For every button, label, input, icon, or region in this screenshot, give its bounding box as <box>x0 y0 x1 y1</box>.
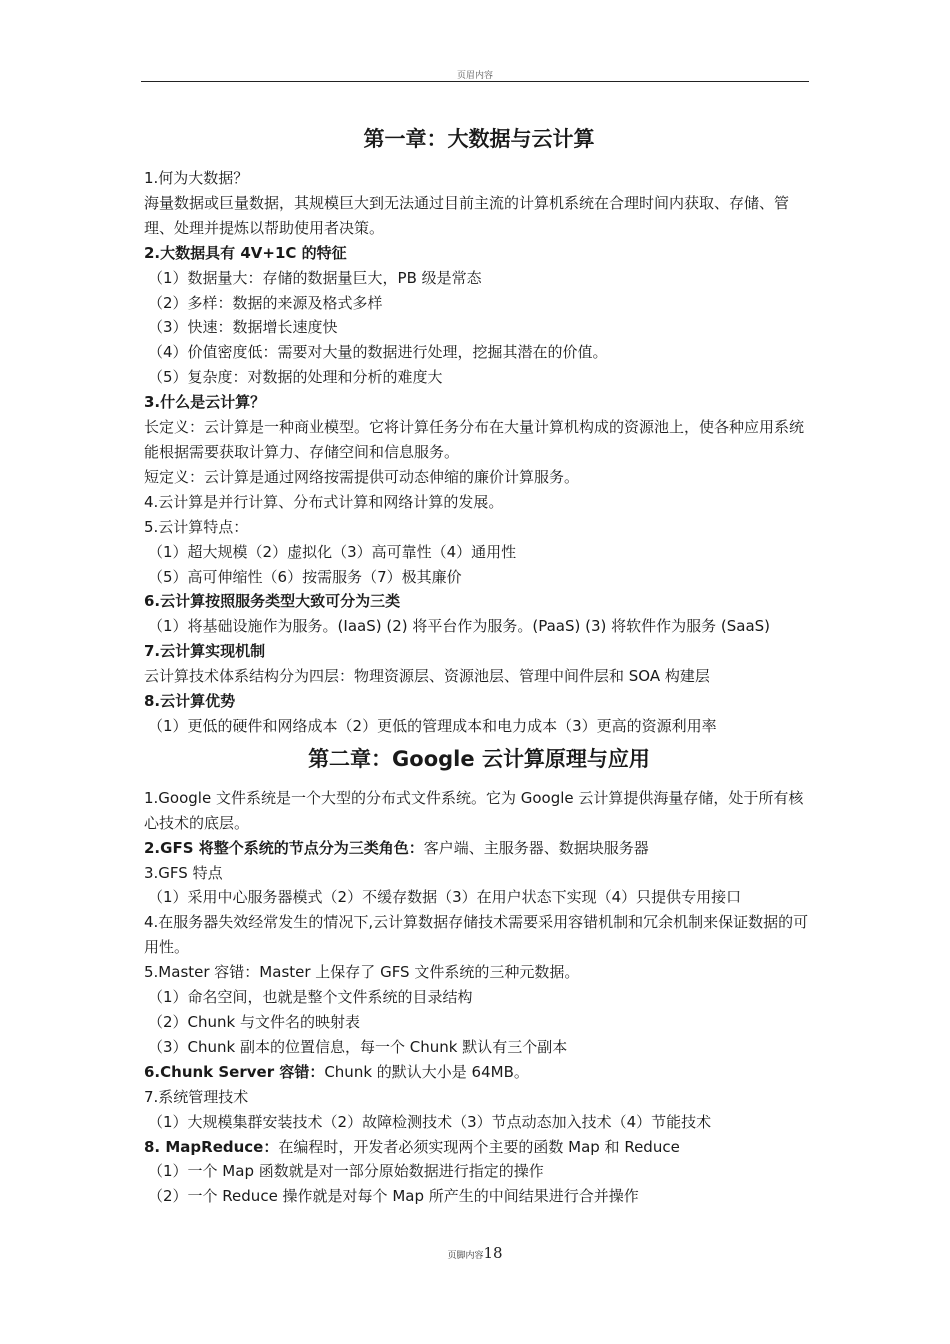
ch1-traits-row-2: （5）高可伸缩性（6）按需服务（7）极其廉价 <box>148 567 462 586</box>
ch2-reduce-function: （2）一个 Reduce 操作就是对每个 Map 所产生的中间结果进行合并操作 <box>148 1187 639 1206</box>
page-header: 页眉内容 <box>456 71 493 81</box>
ch2-q5: 5.Master 容错：Master 上保存了 GFS 文件系统的三种元数据。 <box>144 963 580 982</box>
ch1-q5: 5.云计算特点： <box>144 517 249 536</box>
ch1-feature-variety: （2）多样：数据的来源及格式多样 <box>148 293 383 312</box>
ch1-feature-complexity: （5）复杂度：对数据的处理和分析的难度大 <box>148 368 443 387</box>
ch2-map-function: （1）一个 Map 函数就是对一部分原始数据进行指定的操作 <box>148 1162 544 1181</box>
page-footer <box>0 1243 950 1262</box>
ch2-gfs-traits: （1）采用中心服务器模式（2）不缓存数据（3）在用户状态下实现（4）只提供专用接口 <box>148 888 742 907</box>
ch2-gfs-intro: 1.Google 文件系统是一个大型的分布式文件系统。它为 Google 云计算提供海量存储，处于所有核心技术的底层。 <box>144 788 804 832</box>
chapter-2-title: 第二章：Google 云计算原理与应用 <box>308 746 650 771</box>
header-rule <box>141 81 809 82</box>
ch1-service-types: （1）将基础设施作为服务。(IaaS) (2) 将平台作为服务。(PaaS) (3) 将软件作为服务 (SaaS) <box>148 617 771 636</box>
ch2-q2-heading: 2.GFS 将整个系统的节点分为三类角色： <box>144 838 424 857</box>
ch2-q8-answer: 在编程时，开发者必须实现两个主要的函数 Map 和 Reduce <box>278 1137 680 1156</box>
ch1-architecture: 云计算技术体系结构分为四层：物理资源层、资源池层、管理中间件层和 SOA 构建层 <box>144 667 710 686</box>
ch1-long-definition: 长定义：云计算是一种商业模型。它将计算任务分布在大量计算机构成的资源池上，使各种应用系统能根据需要获取计算力、存储空间和信息服务。 <box>144 418 805 461</box>
ch1-big-data-definition: 海量数据或巨量数据，其规模巨大到无法通过目前主流的计算机系统在合理时间内获取、存储、管理、处理并提炼以帮助使用者决策。 <box>144 193 790 237</box>
ch2-management-techs: （1）大规模集群安装技术（2）故障检测技术（3）节点动态加入技术（4）节能技术 <box>148 1112 712 1131</box>
ch2-q6-answer: Chunk 的默认大小是 64MB。 <box>324 1062 529 1081</box>
ch2-q7: 7.系统管理技术 <box>144 1087 249 1106</box>
ch1-q7-heading: 7.云计算实现机制 <box>144 642 266 661</box>
ch1-advantages: （1）更低的硬件和网络成本（2）更低的管理成本和电力成本（3）更高的资源利用率 <box>148 716 717 735</box>
ch2-metadata-replicas: （3）Chunk 副本的位置信息，每一个 Chunk 默认有三个副本 <box>148 1037 568 1056</box>
ch1-q2-heading: 2.大数据具有 4V+1C 的特征 <box>144 243 347 262</box>
ch2-q8 <box>144 1135 814 1160</box>
footer-text: 页脚内容 <box>447 1251 484 1261</box>
ch2-q3: 3.GFS 特点 <box>144 863 223 882</box>
ch2-q8-heading: 8. MapReduce： <box>144 1137 279 1156</box>
ch2-q4: 4.在服务器失效经常发生的情况下,云计算数据存储技术需要采用容错机制和冗余机制来保证数据的可用性。 <box>144 913 809 957</box>
ch2-metadata-namespace: （1）命名空间，也就是整个文件系统的目录结构 <box>148 988 473 1007</box>
chapter-1-title: 第一章：大数据与云计算 <box>363 127 595 151</box>
ch1-feature-velocity: （3）快速：数据增长速度快 <box>148 318 338 337</box>
ch1-q8-heading: 8.云计算优势 <box>144 692 236 711</box>
ch1-short-definition: 短定义：云计算是通过网络按需提供可动态伸缩的廉价计算服务。 <box>144 467 580 486</box>
page-number: 18 <box>483 1244 503 1262</box>
ch1-feature-volume: （1）数据量大：存储的数据量巨大，PB 级是常态 <box>148 268 482 287</box>
ch1-q1: 1.何为大数据？ <box>144 169 249 187</box>
ch1-q3-heading: 3.什么是云计算？ <box>144 393 266 412</box>
ch1-feature-value: （4）价值密度低：需要对大量的数据进行处理，挖掘其潜在的价值。 <box>148 343 608 362</box>
ch2-q6-heading: 6.Chunk Server 容错： <box>144 1062 325 1081</box>
ch2-q2 <box>144 836 814 861</box>
ch2-metadata-mapping: （2）Chunk 与文件名的映射表 <box>148 1013 360 1031</box>
ch1-q6-heading: 6.云计算按照服务类型大致可分为三类 <box>144 592 401 611</box>
ch1-traits-row-1: （1）超大规模（2）虚拟化（3）高可靠性（4）通用性 <box>148 542 517 561</box>
ch2-q6 <box>144 1060 814 1085</box>
ch1-q4: 4.云计算是并行计算、分布式计算和网络计算的发展。 <box>144 492 504 511</box>
ch2-q2-answer: 客户端、主服务器、数据块服务器 <box>423 838 649 857</box>
document-body <box>144 122 814 1209</box>
